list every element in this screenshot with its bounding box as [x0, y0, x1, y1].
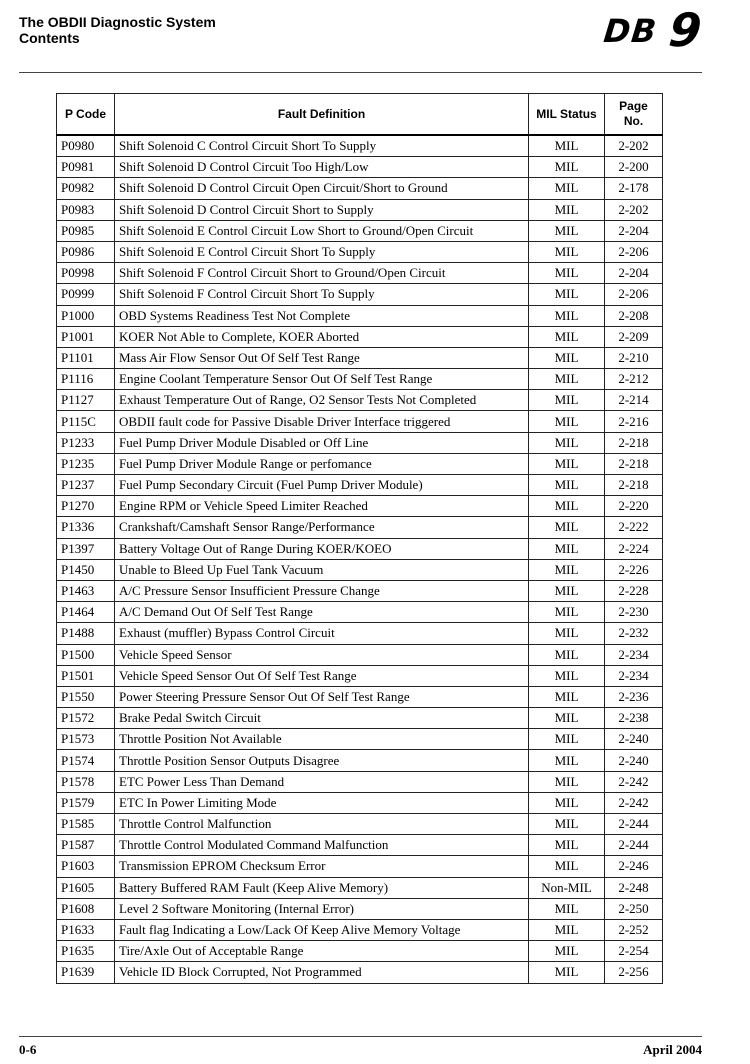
- table-row: [57, 771, 663, 792]
- page-number-cell: 2-202: [605, 135, 663, 157]
- table-row: [57, 919, 663, 940]
- p-code-cell: P1572: [57, 708, 115, 729]
- page-number-cell: 2-250: [605, 898, 663, 919]
- p-code-cell: P1488: [57, 623, 115, 644]
- table-row: [57, 178, 663, 199]
- mil-status-cell: MIL: [529, 898, 605, 919]
- table-row: [57, 665, 663, 686]
- fault-definition-cell: Exhaust Temperature Out of Range, O2 Sensor Tests Not Completed: [115, 390, 529, 411]
- page-number-cell: 2-244: [605, 835, 663, 856]
- page-number-cell: 2-228: [605, 580, 663, 601]
- page-number-cell: 2-220: [605, 496, 663, 517]
- p-code-cell: P1573: [57, 729, 115, 750]
- footer-divider: [19, 1036, 702, 1037]
- fault-definition-cell: Shift Solenoid D Control Circuit Short to Supply: [115, 199, 529, 220]
- p-code-cell: P1605: [57, 877, 115, 898]
- fault-definition-cell: Engine Coolant Temperature Sensor Out Of Self Test Range: [115, 369, 529, 390]
- fault-definition-cell: Fuel Pump Secondary Circuit (Fuel Pump Driver Module): [115, 475, 529, 496]
- table-row: [57, 263, 663, 284]
- table-row: [57, 835, 663, 856]
- column-header-fault-definition: Fault Definition: [115, 94, 529, 136]
- table-row: [57, 856, 663, 877]
- table-row: [57, 496, 663, 517]
- page-number-cell: 2-246: [605, 856, 663, 877]
- mil-status-cell: MIL: [529, 411, 605, 432]
- p-code-cell: P1587: [57, 835, 115, 856]
- page-number-cell: 2-242: [605, 771, 663, 792]
- p-code-cell: P0982: [57, 178, 115, 199]
- column-header-p-code: P Code: [57, 94, 115, 136]
- mil-status-cell: MIL: [529, 559, 605, 580]
- fault-definition-cell: Tire/Axle Out of Acceptable Range: [115, 941, 529, 962]
- p-code-cell: P0999: [57, 284, 115, 305]
- fault-definition-cell: Throttle Position Not Available: [115, 729, 529, 750]
- fault-definition-cell: Fault flag Indicating a Low/Lack Of Keep Alive Memory Voltage: [115, 919, 529, 940]
- p-code-cell: P1237: [57, 475, 115, 496]
- table-row: [57, 517, 663, 538]
- fault-definition-cell: Throttle Control Malfunction: [115, 814, 529, 835]
- mil-status-cell: MIL: [529, 135, 605, 157]
- p-code-cell: P1501: [57, 665, 115, 686]
- p-code-cell: P0980: [57, 135, 115, 157]
- table-row: [57, 750, 663, 771]
- fault-definition-cell: Shift Solenoid D Control Circuit Too High/Low: [115, 157, 529, 178]
- p-code-cell: P1608: [57, 898, 115, 919]
- p-code-cell: P1450: [57, 559, 115, 580]
- page-number-cell: 2-214: [605, 390, 663, 411]
- table-row: [57, 814, 663, 835]
- table-row: [57, 135, 663, 157]
- mil-status-cell: MIL: [529, 284, 605, 305]
- fault-definition-cell: ETC Power Less Than Demand: [115, 771, 529, 792]
- mil-status-cell: MIL: [529, 856, 605, 877]
- page-number-cell: 2-218: [605, 453, 663, 474]
- table-row: [57, 877, 663, 898]
- fault-definition-cell: Fuel Pump Driver Module Disabled or Off Line: [115, 432, 529, 453]
- table-row: [57, 559, 663, 580]
- p-code-cell: P1578: [57, 771, 115, 792]
- table-row: [57, 898, 663, 919]
- page-no-label: Page No.: [619, 99, 648, 128]
- fault-definition-cell: Transmission EPROM Checksum Error: [115, 856, 529, 877]
- fault-definition-cell: Battery Buffered RAM Fault (Keep Alive Memory): [115, 877, 529, 898]
- fault-definition-cell: Exhaust (muffler) Bypass Control Circuit: [115, 623, 529, 644]
- p-code-cell: P1585: [57, 814, 115, 835]
- fault-definition-cell: OBD Systems Readiness Test Not Complete: [115, 305, 529, 326]
- mil-status-cell: MIL: [529, 496, 605, 517]
- p-code-cell: P1603: [57, 856, 115, 877]
- page-number-cell: 2-206: [605, 241, 663, 262]
- table-row: [57, 157, 663, 178]
- p-code-cell: P0983: [57, 199, 115, 220]
- p-code-cell: P1639: [57, 962, 115, 983]
- p-code-cell: P1635: [57, 941, 115, 962]
- table-row: [57, 199, 663, 220]
- mil-status-cell: MIL: [529, 178, 605, 199]
- mil-status-cell: MIL: [529, 708, 605, 729]
- mil-status-cell: MIL: [529, 517, 605, 538]
- p-code-cell: P1000: [57, 305, 115, 326]
- mil-status-cell: MIL: [529, 453, 605, 474]
- page-number-cell: 2-204: [605, 263, 663, 284]
- p-code-cell: P1270: [57, 496, 115, 517]
- column-header-page-no: [605, 94, 663, 136]
- p-code-cell: P1233: [57, 432, 115, 453]
- fault-definition-cell: Fuel Pump Driver Module Range or perfomance: [115, 453, 529, 474]
- fault-definition-cell: Vehicle ID Block Corrupted, Not Programmed: [115, 962, 529, 983]
- mil-status-cell: MIL: [529, 602, 605, 623]
- fault-definition-cell: Shift Solenoid E Control Circuit Low Short to Ground/Open Circuit: [115, 220, 529, 241]
- table-row: [57, 729, 663, 750]
- page-number: 0-6: [19, 1042, 37, 1057]
- publication-date: April 2004: [643, 1042, 702, 1057]
- mil-status-cell: MIL: [529, 580, 605, 601]
- table-header-row: [57, 94, 663, 136]
- p-code-cell: P1463: [57, 580, 115, 601]
- page-number-cell: 2-212: [605, 369, 663, 390]
- fault-definition-cell: A/C Demand Out Of Self Test Range: [115, 602, 529, 623]
- page-number-cell: 2-232: [605, 623, 663, 644]
- page-number-cell: 2-252: [605, 919, 663, 940]
- fault-definition-cell: Throttle Control Modulated Command Malfunction: [115, 835, 529, 856]
- p-code-cell: P1464: [57, 602, 115, 623]
- table-row: [57, 644, 663, 665]
- page-number-cell: 2-210: [605, 347, 663, 368]
- fault-definition-cell: Unable to Bleed Up Fuel Tank Vacuum: [115, 559, 529, 580]
- fault-definition-cell: Engine RPM or Vehicle Speed Limiter Reached: [115, 496, 529, 517]
- title-line-1: The OBDII Diagnostic System: [19, 14, 216, 30]
- logo-number: 9: [666, 3, 705, 57]
- fault-definition-cell: Vehicle Speed Sensor Out Of Self Test Range: [115, 665, 529, 686]
- page-number-cell: 2-238: [605, 708, 663, 729]
- page-number-cell: 2-209: [605, 326, 663, 347]
- page-number-cell: 2-216: [605, 411, 663, 432]
- mil-status-cell: MIL: [529, 369, 605, 390]
- fault-definition-cell: Shift Solenoid E Control Circuit Short To Supply: [115, 241, 529, 262]
- page-number-cell: 2-234: [605, 665, 663, 686]
- mil-status-cell: MIL: [529, 771, 605, 792]
- table-row: [57, 326, 663, 347]
- logo-letters: DB: [601, 12, 659, 50]
- mil-status-cell: MIL: [529, 220, 605, 241]
- title-line-2: Contents: [19, 30, 80, 46]
- page-number-cell: 2-248: [605, 877, 663, 898]
- p-code-cell: P1101: [57, 347, 115, 368]
- table-row: [57, 305, 663, 326]
- p-code-cell: P1001: [57, 326, 115, 347]
- page-number-cell: 2-230: [605, 602, 663, 623]
- page-number-cell: 2-240: [605, 729, 663, 750]
- fault-definition-cell: Shift Solenoid F Control Circuit Short To Supply: [115, 284, 529, 305]
- table-row: [57, 369, 663, 390]
- p-code-cell: P0986: [57, 241, 115, 262]
- p-code-cell: P115C: [57, 411, 115, 432]
- page-number-cell: 2-218: [605, 432, 663, 453]
- mil-status-cell: MIL: [529, 199, 605, 220]
- mil-status-cell: MIL: [529, 792, 605, 813]
- fault-definition-cell: ETC In Power Limiting Mode: [115, 792, 529, 813]
- mil-status-cell: MIL: [529, 390, 605, 411]
- fault-code-table: [56, 93, 663, 984]
- table-body: [57, 135, 663, 983]
- p-code-cell: P1235: [57, 453, 115, 474]
- page-number-cell: 2-242: [605, 792, 663, 813]
- mil-status-cell: MIL: [529, 263, 605, 284]
- mil-status-cell: MIL: [529, 157, 605, 178]
- table-row: [57, 475, 663, 496]
- mil-status-cell: MIL: [529, 305, 605, 326]
- table-row: [57, 602, 663, 623]
- table-row: [57, 347, 663, 368]
- mil-status-cell: MIL: [529, 538, 605, 559]
- fault-definition-cell: A/C Pressure Sensor Insufficient Pressure Change: [115, 580, 529, 601]
- table-row: [57, 453, 663, 474]
- page-number-cell: 2-234: [605, 644, 663, 665]
- mil-status-cell: MIL: [529, 941, 605, 962]
- table-row: [57, 390, 663, 411]
- table-row: [57, 686, 663, 707]
- fault-definition-cell: Level 2 Software Monitoring (Internal Error): [115, 898, 529, 919]
- mil-status-cell: MIL: [529, 326, 605, 347]
- p-code-cell: P1579: [57, 792, 115, 813]
- mil-status-cell: MIL: [529, 686, 605, 707]
- page-number-cell: 2-222: [605, 517, 663, 538]
- table-row: [57, 962, 663, 983]
- table-row: [57, 411, 663, 432]
- mil-status-cell: MIL: [529, 432, 605, 453]
- fault-definition-cell: Vehicle Speed Sensor: [115, 644, 529, 665]
- table-row: [57, 941, 663, 962]
- p-code-cell: P1500: [57, 644, 115, 665]
- fault-definition-cell: Battery Voltage Out of Range During KOER/KOEO: [115, 538, 529, 559]
- fault-definition-cell: Shift Solenoid F Control Circuit Short to Ground/Open Circuit: [115, 263, 529, 284]
- page-number-cell: 2-244: [605, 814, 663, 835]
- p-code-cell: P1550: [57, 686, 115, 707]
- page-number-cell: 2-206: [605, 284, 663, 305]
- column-header-mil-status: MIL Status: [529, 94, 605, 136]
- page-number-cell: 2-224: [605, 538, 663, 559]
- page-number-cell: 2-240: [605, 750, 663, 771]
- mil-status-cell: MIL: [529, 475, 605, 496]
- p-code-cell: P0981: [57, 157, 115, 178]
- fault-definition-cell: Throttle Position Sensor Outputs Disagree: [115, 750, 529, 771]
- fault-definition-cell: Mass Air Flow Sensor Out Of Self Test Range: [115, 347, 529, 368]
- page-number-cell: 2-204: [605, 220, 663, 241]
- fault-definition-cell: Brake Pedal Switch Circuit: [115, 708, 529, 729]
- table-row: [57, 708, 663, 729]
- page-number-cell: 2-200: [605, 157, 663, 178]
- table-row: [57, 623, 663, 644]
- p-code-cell: P1116: [57, 369, 115, 390]
- p-code-cell: P0998: [57, 263, 115, 284]
- mil-status-cell: MIL: [529, 919, 605, 940]
- page-number-cell: 2-236: [605, 686, 663, 707]
- p-code-cell: P1336: [57, 517, 115, 538]
- mil-status-cell: MIL: [529, 665, 605, 686]
- db9-logo: [601, 3, 705, 57]
- page-number-cell: 2-208: [605, 305, 663, 326]
- table-row: [57, 538, 663, 559]
- header-divider: [19, 72, 702, 73]
- table-row: [57, 792, 663, 813]
- page-number-cell: 2-256: [605, 962, 663, 983]
- table-row: [57, 580, 663, 601]
- p-code-cell: P1574: [57, 750, 115, 771]
- mil-status-cell: Non-MIL: [529, 877, 605, 898]
- p-code-cell: P1397: [57, 538, 115, 559]
- fault-definition-cell: OBDII fault code for Passive Disable Driver Interface triggered: [115, 411, 529, 432]
- p-code-cell: P1127: [57, 390, 115, 411]
- mil-status-cell: MIL: [529, 623, 605, 644]
- p-code-cell: P0985: [57, 220, 115, 241]
- mil-status-cell: MIL: [529, 962, 605, 983]
- mil-status-cell: MIL: [529, 347, 605, 368]
- mil-status-cell: MIL: [529, 729, 605, 750]
- fault-definition-cell: Crankshaft/Camshaft Sensor Range/Performance: [115, 517, 529, 538]
- table-row: [57, 432, 663, 453]
- p-code-cell: P1633: [57, 919, 115, 940]
- mil-status-cell: MIL: [529, 644, 605, 665]
- page-number-cell: 2-202: [605, 199, 663, 220]
- mil-status-cell: MIL: [529, 814, 605, 835]
- table-row: [57, 284, 663, 305]
- table-row: [57, 220, 663, 241]
- fault-definition-cell: Shift Solenoid C Control Circuit Short To Supply: [115, 135, 529, 157]
- table-row: [57, 241, 663, 262]
- page-number-cell: 2-218: [605, 475, 663, 496]
- fault-definition-cell: Shift Solenoid D Control Circuit Open Circuit/Short to Ground: [115, 178, 529, 199]
- page-number-cell: 2-178: [605, 178, 663, 199]
- page-number-cell: 2-254: [605, 941, 663, 962]
- mil-status-cell: MIL: [529, 241, 605, 262]
- mil-status-cell: MIL: [529, 835, 605, 856]
- document-title: [19, 14, 216, 46]
- page-number-cell: 2-226: [605, 559, 663, 580]
- mil-status-cell: MIL: [529, 750, 605, 771]
- fault-definition-cell: KOER Not Able to Complete, KOER Aborted: [115, 326, 529, 347]
- fault-definition-cell: Power Steering Pressure Sensor Out Of Self Test Range: [115, 686, 529, 707]
